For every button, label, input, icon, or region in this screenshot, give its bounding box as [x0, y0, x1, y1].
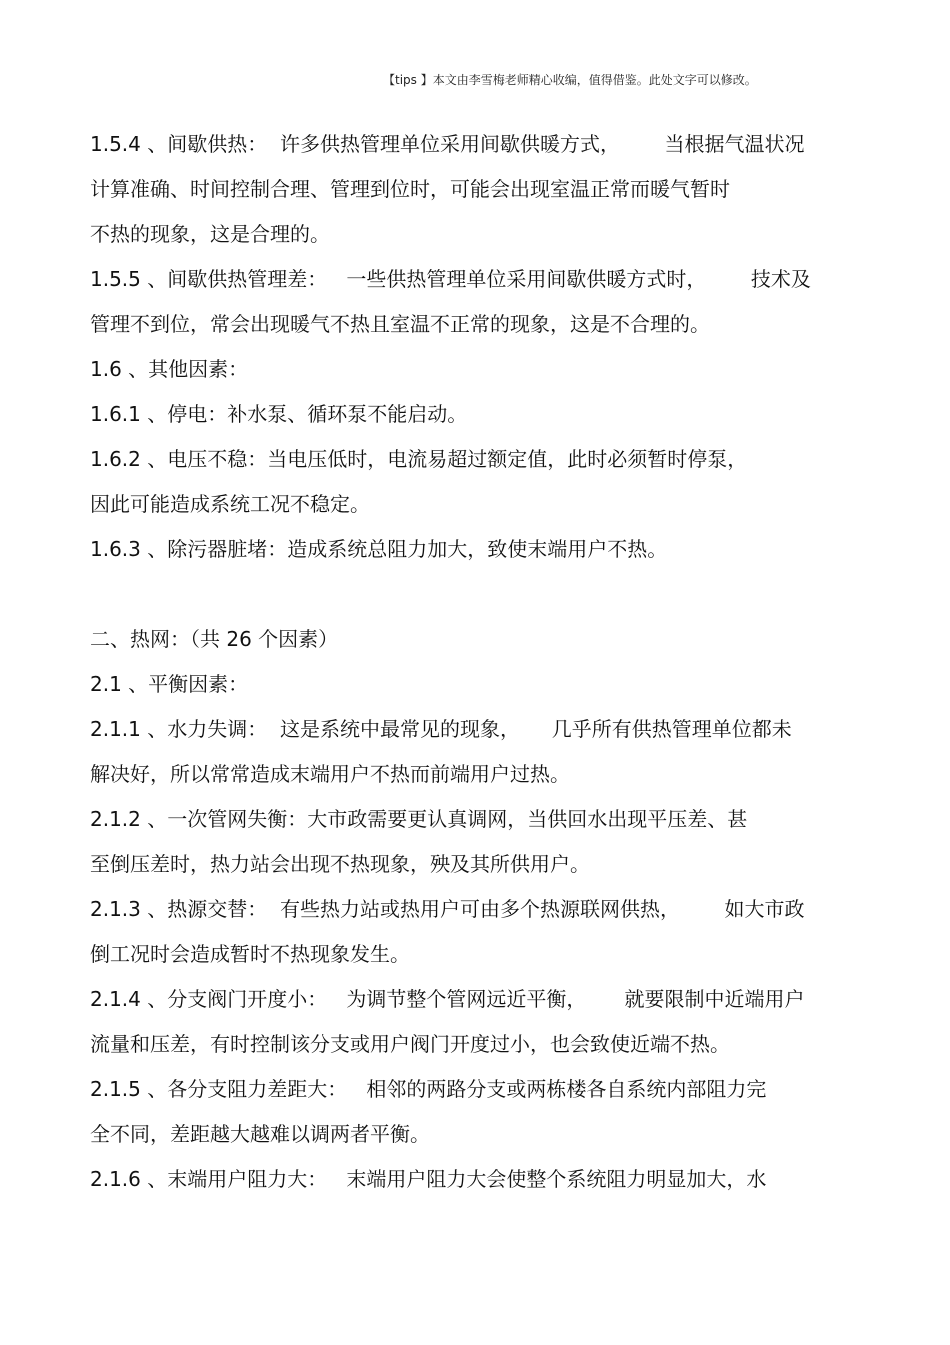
section-heading: 1.6 、其他因素：: [90, 357, 249, 381]
text-line: 管理不到位，常会出现暖气不热且室温不正常的现象，这是不合理的。: [90, 312, 710, 336]
text-line: 2.1.3 、热源交替： 有些热力站或热用户可由多个热源联网供热， 如大市政: [90, 897, 805, 921]
text-line: 不热的现象，这是合理的。: [90, 222, 330, 246]
tips-header: 【tips 】本文由李雪梅老师精心收编，值得借鉴。此处文字可以修改。: [383, 73, 757, 87]
text-line: 流量和压差，有时控制该分支或用户阀门开度过小，也会致使近端不热。: [90, 1032, 730, 1056]
text-line: 倒工况时会造成暂时不热现象发生。: [90, 942, 410, 966]
text-line: 2.1.5 、各分支阻力差距大： 相邻的两路分支或两栋楼各自系统内部阻力完: [90, 1077, 767, 1101]
text-line: 2.1.4 、分支阀门开度小： 为调节整个管网远近平衡， 就要限制中近端用户: [90, 987, 805, 1011]
text-line: 全不同，差距越大越难以调两者平衡。: [90, 1122, 430, 1146]
text-line: 解决好，所以常常造成末端用户不热而前端用户过热。: [90, 762, 570, 786]
text-line: 1.5.4 、间歇供热： 许多供热管理单位采用间歇供暖方式， 当根据气温状况: [90, 132, 805, 156]
text-line: 2.1.2 、一次管网失衡：大市政需要更认真调网，当供回水出现平压差、甚: [90, 807, 748, 831]
document-body: [90, 126, 860, 1206]
section-heading: 2.1 、平衡因素：: [90, 672, 249, 696]
text-line: 1.6.2 、电压不稳：当电压低时，电流易超过额定值，此时必须暂时停泵，: [90, 447, 748, 471]
text-line: 1.6.1 、停电：补水泵、循环泵不能启动。: [90, 402, 468, 426]
text-line: 1.5.5 、间歇供热管理差： 一些供热管理单位采用间歇供暖方式时， 技术及: [90, 267, 811, 291]
text-line: 因此可能造成系统工况不稳定。: [90, 492, 370, 516]
text-line: 计算准确、时间控制合理、管理到位时，可能会出现室温正常而暖气暂时: [90, 177, 730, 201]
text-line: 1.6.3 、除污器脏堵：造成系统总阻力加大，致使末端用户不热。: [90, 537, 668, 561]
text-line: 2.1.6 、末端用户阻力大： 末端用户阻力大会使整个系统阻力明显加大，水: [90, 1167, 767, 1191]
chapter-heading: 二、热网：（共 26 个因素）: [90, 627, 339, 651]
text-line: 至倒压差时，热力站会出现不热现象，殃及其所供用户。: [90, 852, 590, 876]
blank-line: [90, 576, 860, 621]
text-line: 2.1.1 、水力失调： 这是系统中最常见的现象， 几乎所有供热管理单位都未: [90, 717, 792, 741]
